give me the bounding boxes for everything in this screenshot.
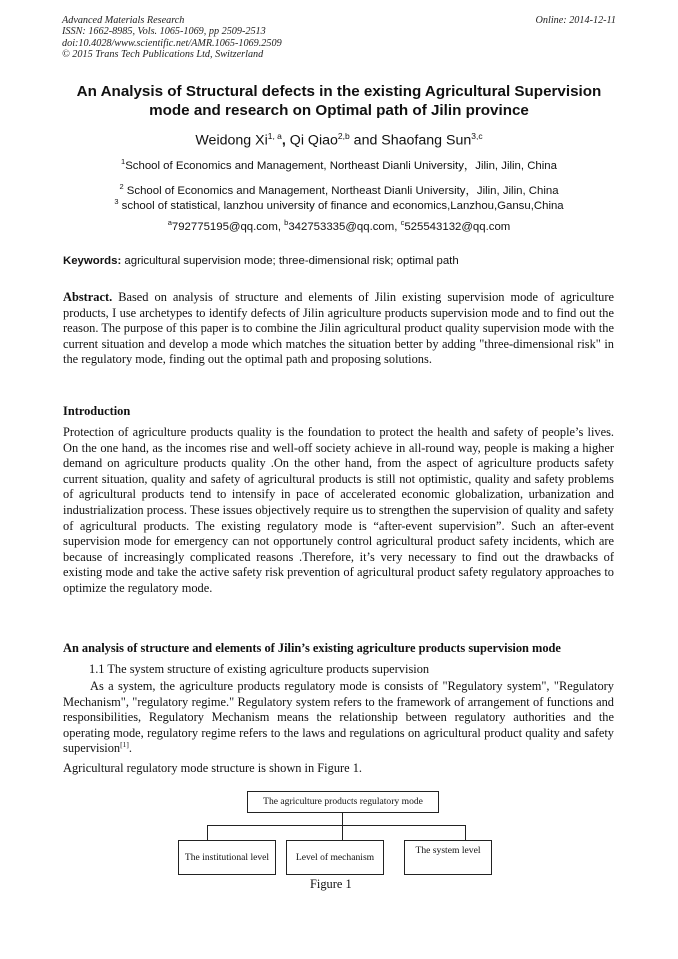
email-a-sup: a	[167, 218, 172, 227]
citation-1: [1]	[120, 740, 129, 750]
keywords-text: agricultural supervision mode; three-dimensional risk; optimal path	[121, 255, 459, 267]
doi: doi:10.4028/www.scientific.net/AMR.1065-1069.2509	[62, 37, 282, 49]
author-2-sup: 2,b	[337, 131, 350, 141]
paper-title	[40, 82, 638, 120]
affiliation-1	[40, 157, 638, 173]
diagram-child-2-label: Level of mechanism	[295, 851, 375, 863]
section2-subheading: 1.1 The system structure of existing agriculture products supervision	[89, 662, 430, 676]
diagram-child-institutional	[178, 840, 276, 875]
author-3-sup: 3,c	[471, 131, 483, 141]
email-c-sup: c	[400, 218, 405, 227]
abstract-label: Abstract.	[63, 290, 113, 304]
title-line-1: An Analysis of Structural defects in the existing Agricultural Supervision	[76, 83, 602, 100]
author-sep-2: and	[349, 132, 382, 149]
aff3-sup: 3	[114, 197, 119, 206]
author-1-sup: 1, a	[267, 131, 282, 141]
diagram-child-1-label: The institutional level	[184, 851, 270, 863]
email-b-sup: b	[284, 218, 289, 227]
abstract-text: Based on analysis of structure and elements of Jilin existing supervision mode of agriculture products, I use archetypes to identify defects of Jilin agriculture products supervision mode and to find out the reason. The purpose of this paper is to combine the Jilin agricultural product quality supervision mode with the current situation and develop a mode which matches the situation better by adding "three-dimensional risk" in the regulatory mode, finding out the optimal path and proposing solutions.	[63, 290, 614, 367]
diagram-root-label: The agriculture products regulatory mode	[263, 796, 423, 807]
diagram-child-mechanism	[286, 840, 384, 875]
aff1-text: School of Economics and Management, Northeast Dianli University，Jilin, Jilin, China	[125, 160, 557, 172]
diagram-connector	[342, 813, 343, 825]
copyright: © 2015 Trans Tech Publications Ltd, Switzerland	[62, 49, 264, 61]
author-sep-1: ,	[281, 132, 290, 149]
section2-heading: An analysis of structure and elements of Jilin’s existing agriculture products supervision mode	[63, 641, 561, 655]
affiliation-3	[40, 197, 638, 212]
title-line-2: mode and research on Optimal path of Jilin province	[149, 102, 529, 119]
online-date: Online: 2014-12-11	[535, 15, 616, 26]
author-1: Weidong Xi	[195, 132, 268, 149]
keywords	[63, 255, 618, 267]
diagram-connector	[207, 825, 465, 826]
figure-intro: Agricultural regulatory mode structure is shown in Figure 1.	[63, 761, 363, 775]
introduction-heading: Introduction	[63, 404, 131, 418]
author-3: Shaofang Sun	[381, 132, 472, 149]
diagram-root-box	[247, 791, 439, 813]
journal-name: Advanced Materials Research	[62, 15, 185, 26]
emails	[40, 218, 638, 233]
diagram-child-3-label: The system level	[415, 845, 481, 856]
introduction-text: Protection of agriculture products quality is the foundation to protect the health and safety of people’s lives. On the one hand, as the incomes rise and well-off society achieve in all-round way, people is making a higher demand on agriculture products quality .On the other hand, from the aspect of agriculture products safety current situation, quality and safety of agricultural products is still not optimistic, quality and safety problems of agricultural products tend to intensify in pace of accelerated economic globalization, urbanization and industrialization process. These issues objectively require us to strengthen the supervision of quality and safety of agricultural products. The existing regulatory mode is “after-event supervision”. Such an after-event supervision mode for emergency can not opportunely control agricultural product safety incidents, which are because of increasingly complicated reasons .Therefore, it’s very necessary to find out the drawbacks of existing mode and take the active safety risk prevention of agricultural product safety regulatory approaches to optimize the regulatory mode.	[63, 425, 614, 595]
keywords-label: Keywords:	[63, 255, 122, 267]
diagram-connector	[207, 825, 208, 840]
email-b: 342753335@qq.com,	[288, 220, 401, 233]
aff2-sup: 2	[119, 182, 124, 192]
aff1-sup: 1	[121, 157, 126, 167]
diagram-connector	[342, 825, 343, 840]
issn: ISSN: 1662-8985, Vols. 1065-1069, pp 2509-2513	[62, 26, 266, 38]
journal-header	[62, 15, 616, 61]
figure-caption: Figure 1	[310, 877, 352, 891]
aff3-text: school of statistical, lanzhou university of finance and economics,Lanzhou,Gansu,China	[118, 199, 564, 212]
aff2-text: School of Economics and Management, Northeast Dianli University，Jilin, Jilin, China	[123, 185, 559, 197]
abstract	[63, 290, 614, 368]
section2-body: As a system, the agriculture products regulatory mode is consists of "Regulatory system", "Regulatory Mechanism", "regulatory regime." Regulatory system refers to the framework of arrangement of functions and responsibilities, Regulatory Mechanism means the relationship between regulatory authorities and the operating mode, regulatory regime refers to the laws and regulations on agricultural product quality and safety supervision	[63, 679, 614, 756]
diagram-connector	[465, 825, 466, 840]
diagram-child-system	[404, 840, 492, 875]
section2-end: .	[128, 741, 132, 756]
email-c: 525543132@qq.com	[404, 220, 511, 233]
author-2: Qi Qiao	[289, 132, 338, 149]
section2-text	[63, 679, 614, 757]
affiliation-2	[40, 182, 638, 198]
author-list	[40, 131, 638, 149]
email-a: 792775195@qq.com,	[171, 220, 285, 233]
